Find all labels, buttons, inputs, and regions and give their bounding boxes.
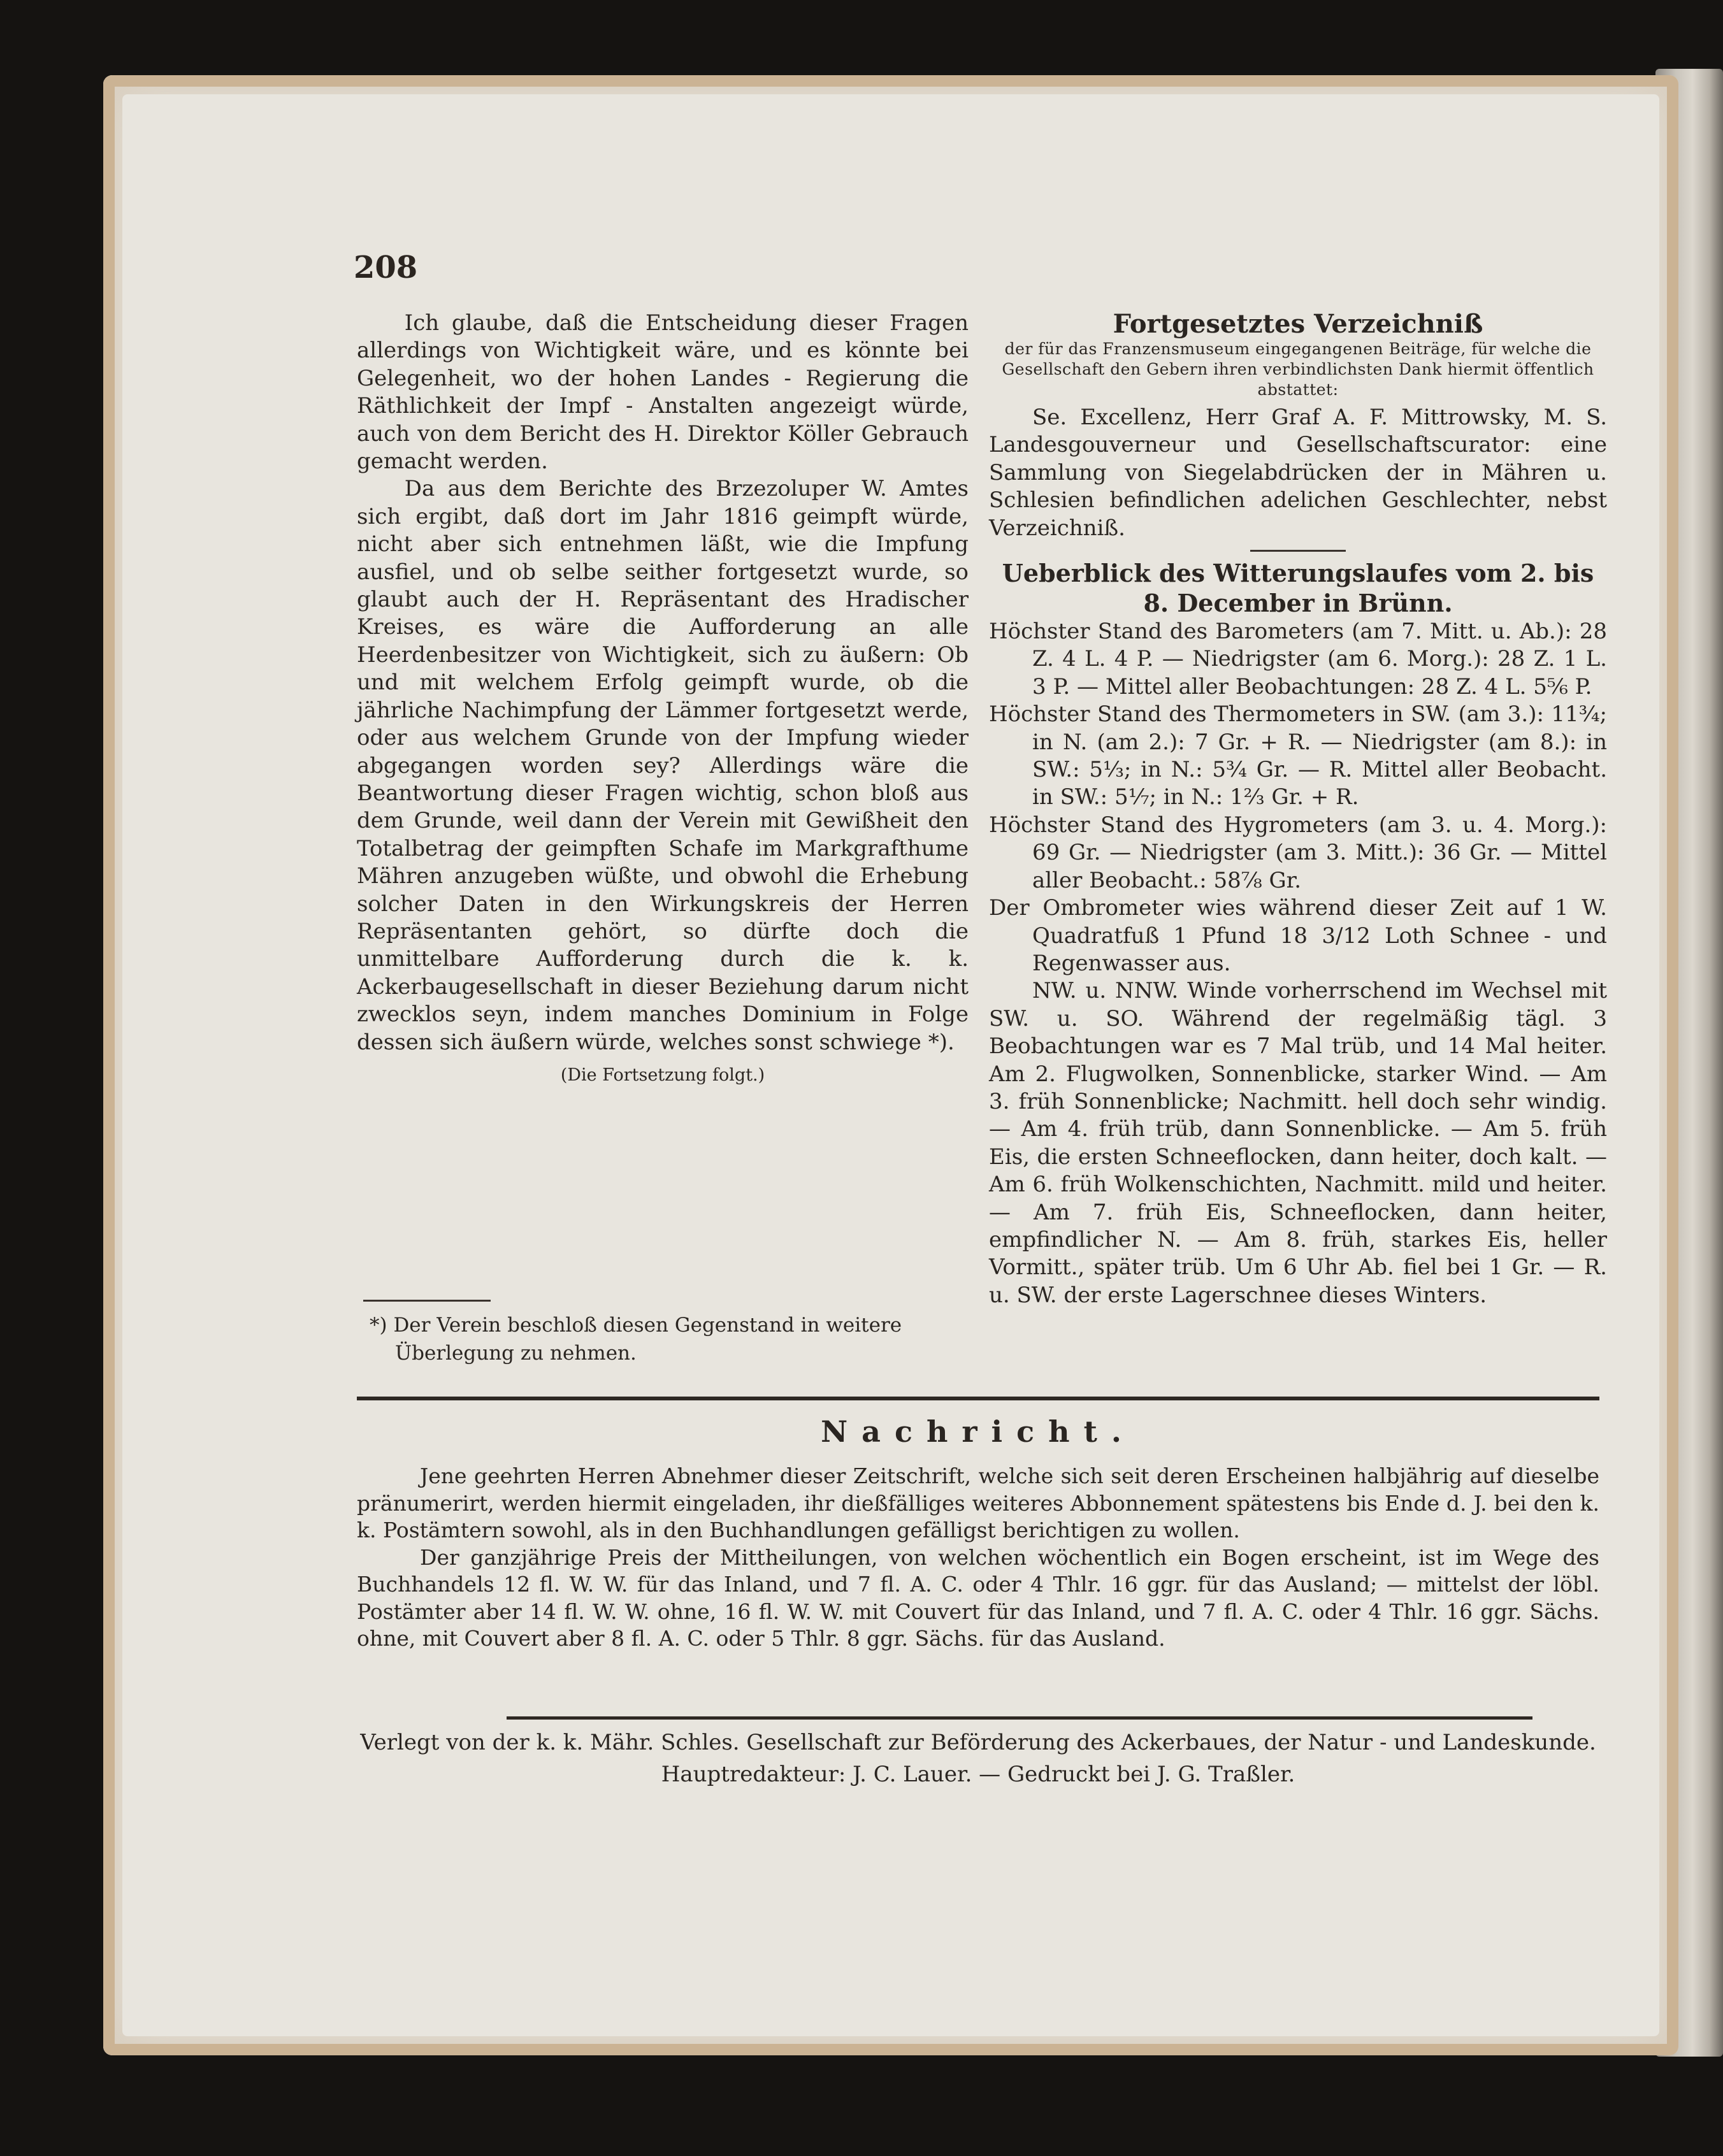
donations-heading: Fortgesetztes Verzeichniß (1113, 309, 1483, 339)
imprint-rule (507, 1716, 1532, 1720)
donations-subheading: der für das Franzensmuseum eingegangenen Beiträge, für welche die Gesellschaft den Gebern ihren verbindlichsten Dank hiermit öffentlich abstattet: (1002, 340, 1594, 399)
continuation-note: (Die Fortsetzung folgt.) (560, 1065, 765, 1085)
left-column (357, 310, 969, 1089)
weather-thermometer: Höchster Stand des Thermometers in SW. (am 3.): 11¾; in N. (am 2.): 7 Gr. + R. — Niedrigster (am 8.): in SW.: 5⅓; in N.: 5¾ Gr. — R. Mittel aller Beobacht. in SW.: 5⅐; in N.: 1⅔ Gr. + R. (989, 701, 1607, 810)
nachricht-rule (357, 1397, 1599, 1400)
weather-heading: Ueberblick des Witterungslaufes vom 2. bis 8. December in Brünn. (1002, 559, 1594, 618)
footnote-text: *) Der Verein beschloß diesen Gegenstand in weitere Überlegung zu nehmen. (370, 1314, 902, 1365)
section-rule (1250, 550, 1346, 552)
right-column (989, 310, 1607, 1309)
weather-description: NW. u. NNW. Winde vorherrschend im Wechsel mit SW. u. SO. Während der regelmäßig tägl. 3 Beobachtungen war es 7 Mal trüb, und 14 Mal heiter. Am 2. Flugwolken, Sonnenblicke, starker Wind. — Am 3. früh Sonnenblicke; Nachmitt. hell doch sehr windig. — Am 4. früh trüb, dann Sonnenblicke. — Am 5. früh Eis, die ersten Schneeflocken, dann heiter, doch kalt. — Am 6. früh Wolkenschichten, Nachmitt. mild und heiter. — Am 7. früh Eis, Schneeflocken, dann heiter, empfindlicher N. — Am 8. früh, starkes Eis, heller Vormitt., später trüb. Um 6 Uhr Ab. fiel bei 1 Gr. — R. u. SW. der erste Lagerschnee dieses Winters. (989, 978, 1607, 1308)
left-paragraph-2: Da aus dem Berichte des Brzezoluper W. Amtes sich ergibt, daß dort im Jahr 1816 geimpft würde, nicht aber sich entnehmen läßt, wie die Impfung ausfiel, und ob selbe seither fortgesetzt wurde, so glaubt auch der H. Repräsentant des Hradischer Kreises, es wäre die Aufforderung an alle Heerdenbesitzer von Wichtigkeit, sich zu äußern: Ob und mit welchem Erfolg geimpft wurde, ob die jährliche Nachimpfung der Lämmer fortgesetzt werde, oder aus welchem Grunde von der Impfung wieder abgegangen worden sey? Allerdings wäre die Beantwortung dieser Fragen wichtig, schon bloß aus dem Grunde, weil dann der Verein mit Gewißheit den Totalbetrag der geimpften Schafe im Markgrafthume Mähren anzugeben wüßte, und obwohl die Erhebung solcher Daten in den Wirkungskreis der Herren Repräsentanten gehört, so dürfte doch die unmittelbare Aufforderung durch die k. k. Ackerbaugesellschaft in dieser Beziehung darum nicht zwecklos seyn, indem manches Dominium in Folge dessen sich äußern würde, welches sonst schwiege *). (357, 476, 969, 1055)
footnote (357, 1311, 969, 1367)
donation-entry: Se. Excellenz, Herr Graf A. F. Mittrowsky, M. S. Landesgouverneur und Gesellschaftscurator: eine Sammlung von Siegelabdrücken der in Mähren u. Schlesien befindlichen adelichen Geschlechter, nebst Verzeichniß. (989, 405, 1607, 541)
nachricht-body (357, 1463, 1599, 1653)
weather-barometer: Höchster Stand des Barometers (am 7. Mitt. u. Ab.): 28 Z. 4 L. 4 P. — Niedrigster (am 6. Morg.): 28 Z. 1 L. 3 P. — Mittel aller Beobachtungen: 28 Z. 4 L. 5⅚ P. (989, 619, 1607, 700)
weather-ombrometer: Der Ombrometer wies während dieser Zeit auf 1 W. Quadratfuß 1 Pfund 18 3/12 Loth Schnee - und Regenwasser aus. (989, 895, 1607, 976)
imprint (357, 1727, 1599, 1790)
imprint-publisher: Verlegt von der k. k. Mähr. Schles. Gesellschaft zur Beförderung des Ackerbaues, der Natur - und Landeskunde. (360, 1730, 1596, 1755)
left-paragraph-1: Ich glaube, daß die Entscheidung dieser Fragen allerdings von Wichtigkeit wäre, und es könnte bei Gelegenheit, wo der hohen Landes - Regierung die Räthlichkeit der Impf - Anstalten angezeigt würde, auch von dem Bericht des H. Direktor Köller Gebrauch gemacht werden. (357, 310, 969, 475)
imprint-editor: Hauptredakteur: J. C. Lauer. — Gedruckt bei J. G. Traßler. (661, 1762, 1295, 1787)
nachricht-paragraph-2: Der ganzjährige Preis der Mittheilungen, von welchen wöchentlich ein Bogen erscheint, ist im Wege des Buchhandels 12 fl. W. W. für das Inland, und 7 fl. A. C. oder 4 Thlr. 16 ggr. für das Ausland; — mittelst der löbl. Postämter aber 14 fl. W. W. ohne, 16 fl. W. W. mit Couvert für das Inland, und 7 fl. A. C. oder 4 Thlr. 16 ggr. Sächs. ohne, mit Couvert aber 8 fl. A. C. oder 5 Thlr. 8 ggr. Sächs. für das Ausland. (357, 1544, 1599, 1651)
weather-hygrometer: Höchster Stand des Hygrometers (am 3. u. 4. Morg.): 69 Gr. — Niedrigster (am 3. Mitt.): 36 Gr. — Mittel aller Beobacht.: 58⅞ Gr. (989, 812, 1607, 893)
nachricht-paragraph-1: Jene geehrten Herren Abnehmer dieser Zeitschrift, welche sich seit deren Erscheinen halbjährig auf dieselbe pränumerirt, werden hiermit eingeladen, ihr dießfälliges weiteres Abbonnement spätestens bis Ende d. J. bei den k. k. Postämtern sowohl, als in den Buchhandlungen gefälligst berichtigen zu wollen. (357, 1463, 1599, 1542)
nachricht-title: Nachricht. (821, 1414, 1135, 1449)
footnote-rule (363, 1300, 491, 1302)
page-number: 208 (354, 250, 418, 285)
